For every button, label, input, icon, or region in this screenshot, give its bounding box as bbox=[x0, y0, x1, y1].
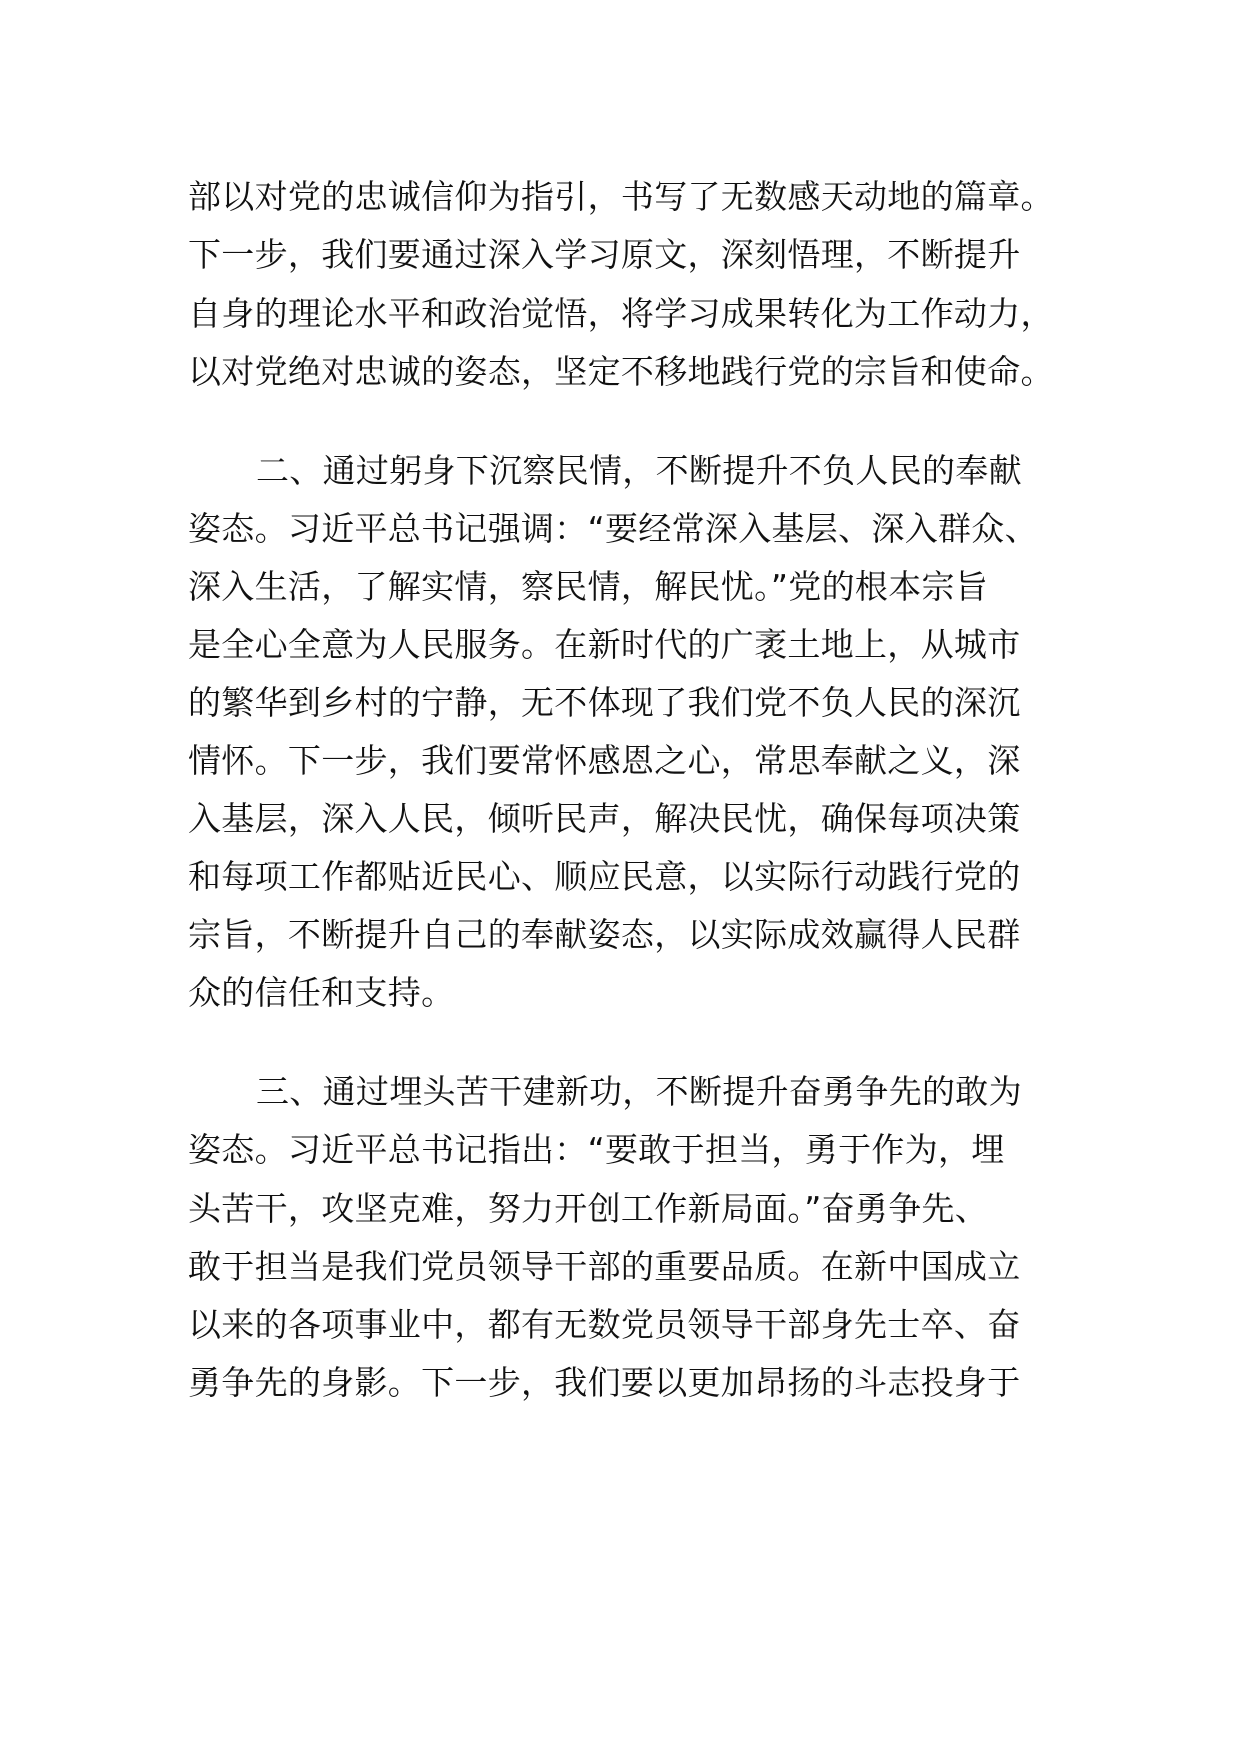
text-line: 的繁华到乡村的宁静，无不体现了我们党不负人民的深沉 bbox=[188, 683, 1021, 722]
text-line: 是全心全意为人民服务。在新时代的广袤土地上，从城市 bbox=[188, 625, 1021, 664]
text-line: 深入生活，了解实情，察民情，解民忧。”党的根本宗旨 bbox=[188, 567, 989, 606]
text-line: 下一步，我们要通过深入学习原文，深刻悟理，不断提升 bbox=[188, 235, 1021, 274]
text-line: 以来的各项事业中，都有无数党员领导干部身先士卒、奋 bbox=[188, 1305, 1021, 1344]
text-line: 部以对党的忠诚信仰为指引，书写了无数感天动地的篇章。 bbox=[188, 177, 1054, 216]
text-line: 姿态。习近平总书记指出：“要敢于担当，勇于作为，埋 bbox=[188, 1130, 1005, 1169]
text-line: 以对党绝对忠诚的姿态，坚定不移地践行党的宗旨和使命。 bbox=[188, 352, 1054, 391]
text-line: 和每项工作都贴近民心、顺应民意，以实际行动践行党的 bbox=[188, 857, 1021, 896]
text-line: 勇争先的身影。下一步，我们要以更加昂扬的斗志投身于 bbox=[188, 1363, 1021, 1402]
text-line: 入基层，深入人民，倾听民声，解决民忧，确保每项决策 bbox=[188, 799, 1021, 838]
text-line: 情怀。下一步，我们要常怀感恩之心，常思奉献之义，深 bbox=[188, 741, 1021, 780]
section-heading-line: 三、通过埋头苦干建新功，不断提升奋勇争先的敢为 bbox=[256, 1072, 1022, 1111]
text-line: 头苦干，攻坚克难，努力开创工作新局面。”奋勇争先、 bbox=[188, 1189, 989, 1228]
text-line: 自身的理论水平和政治觉悟，将学习成果转化为工作动力， bbox=[188, 294, 1054, 333]
text-line: 敢于担当是我们党员领导干部的重要品质。在新中国成立 bbox=[188, 1247, 1021, 1286]
text-line: 众的信任和支持。 bbox=[188, 973, 455, 1012]
section-heading-line: 二、通过躬身下沉察民情，不断提升不负人民的奉献 bbox=[256, 451, 1022, 490]
text-line: 姿态。习近平总书记强调：“要经常深入基层、深入群众、 bbox=[188, 509, 1038, 548]
text-line: 宗旨，不断提升自己的奉献姿态，以实际成效赢得人民群 bbox=[188, 915, 1021, 954]
